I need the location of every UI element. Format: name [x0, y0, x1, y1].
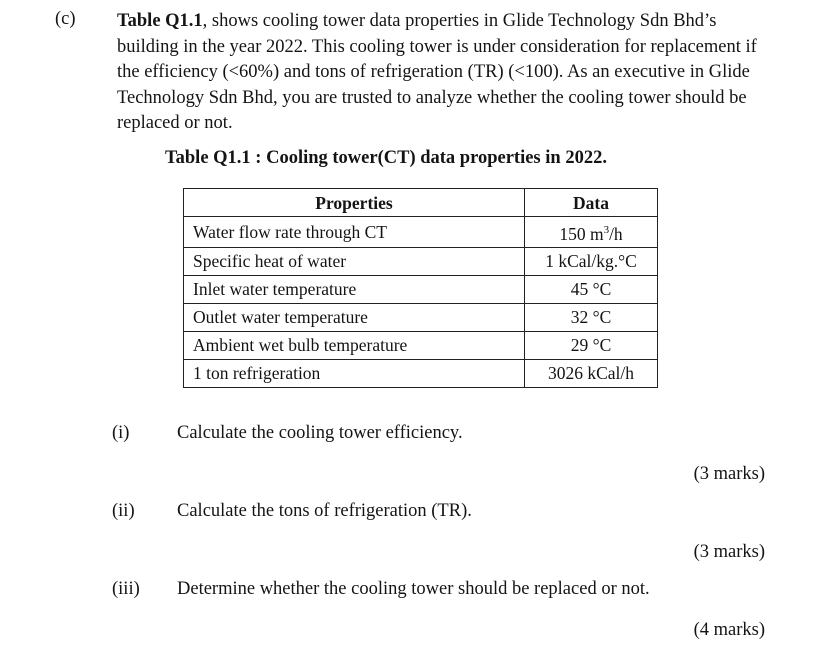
intro-text: , shows cooling tower data properties in Glide Technology Sdn Bhd’s building in the year 2022. This cooling tower is under consideration for replacement if the efficiency (<60%) and tons of refrigeration (TR) (<100). As an executive in Glide Technology Sdn Bhd, you are trusted to analyze whether the cooling tower should be replaced or not. [117, 11, 757, 133]
property-cell: 1 ton refrigeration [184, 359, 525, 387]
property-cell: Outlet water temperature [184, 303, 525, 331]
header-data: Data [525, 189, 658, 217]
subquestion-text: Calculate the cooling tower efficiency. [177, 423, 463, 443]
data-value: 150 m [559, 223, 604, 244]
data-superscript: 3 [603, 224, 610, 236]
data-unit: /h [609, 223, 623, 244]
table-row [184, 331, 658, 359]
data-cell: 1 kCal/kg.°C [525, 247, 658, 275]
data-cell: 3026 kCal/h [525, 359, 658, 387]
subquestion-number: (iii) [112, 579, 140, 599]
marks-label: (4 marks) [693, 620, 765, 640]
subquestion-number: (i) [112, 423, 130, 443]
table-header-row [184, 189, 658, 217]
marks-label: (3 marks) [693, 464, 765, 484]
table-row [184, 247, 658, 275]
property-cell: Inlet water temperature [184, 275, 525, 303]
marks-label: (3 marks) [693, 542, 765, 562]
table-row [184, 217, 658, 248]
question-intro [117, 9, 777, 137]
data-cell: 45 °C [525, 275, 658, 303]
table-reference: Table Q1.1 [117, 11, 203, 31]
part-label: (c) [55, 9, 76, 29]
data-cell: 29 °C [525, 331, 658, 359]
data-cell [525, 217, 658, 248]
subquestion-number: (ii) [112, 501, 135, 521]
property-cell: Ambient wet bulb temperature [184, 331, 525, 359]
property-cell: Specific heat of water [184, 247, 525, 275]
table-row [184, 359, 658, 387]
subquestion-text: Calculate the tons of refrigeration (TR). [177, 501, 472, 521]
header-properties: Properties [184, 189, 525, 217]
subquestion-text: Determine whether the cooling tower should be replaced or not. [177, 579, 650, 599]
data-cell: 32 °C [525, 303, 658, 331]
properties-table [183, 188, 658, 388]
table-row [184, 303, 658, 331]
table-row [184, 275, 658, 303]
property-cell: Water flow rate through CT [184, 217, 525, 248]
table-caption: Table Q1.1 : Cooling tower(CT) data properties in 2022. [165, 148, 607, 168]
